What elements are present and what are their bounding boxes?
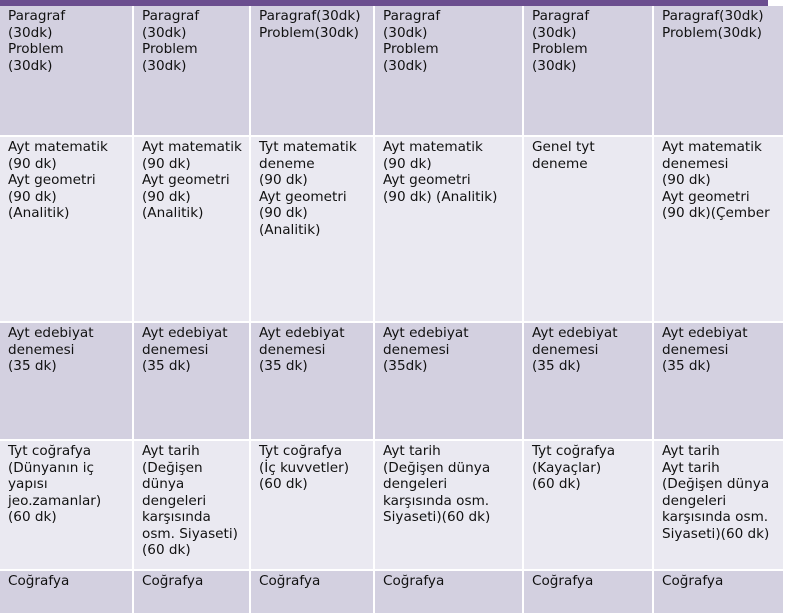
table-cell: Coğrafya (523, 570, 653, 614)
table-cell: Tyt matematik deneme (90 dk) Ayt geometri (90 dk) (Analitik) (250, 136, 374, 322)
table-cell: Ayt edebiyat denemesi (35 dk) (133, 322, 250, 440)
table-cell: Ayt matematik (90 dk) Ayt geometri (90 dk) (Analitik) (0, 136, 133, 322)
table-cell: Paragraf (30dk) Problem (30dk) (523, 6, 653, 136)
table-row (0, 570, 784, 614)
table-cell: Coğrafya (653, 570, 784, 614)
table-cell: Paragraf (30dk) Problem (30dk) (0, 6, 133, 136)
table-cell: Ayt tarih (Değişen dünya dengeleri karşısında osm. Siyaseti)(60 dk) (374, 440, 523, 570)
table-cell: Ayt edebiyat denemesi (35dk) (374, 322, 523, 440)
table-cell: Ayt tarih Ayt tarih (Değişen dünya dengeleri karşısında osm. Siyaseti)(60 dk) (653, 440, 784, 570)
table-cell: Ayt edebiyat denemesi (35 dk) (0, 322, 133, 440)
table-cell: Coğrafya (0, 570, 133, 614)
table-cell: Tyt coğrafya (İç kuvvetler) (60 dk) (250, 440, 374, 570)
table-cell: Coğrafya (133, 570, 250, 614)
table-cell: Coğrafya (250, 570, 374, 614)
table-row (0, 6, 784, 136)
table-cell: Genel tyt deneme (523, 136, 653, 322)
table-row (0, 322, 784, 440)
table-cell: Tyt coğrafya (Kayaçlar) (60 dk) (523, 440, 653, 570)
table-row (0, 136, 784, 322)
table-cell: Ayt edebiyat denemesi (35 dk) (523, 322, 653, 440)
table-cell: Ayt edebiyat denemesi (35 dk) (250, 322, 374, 440)
table-cell: Ayt matematik (90 dk) Ayt geometri (90 dk) (Analitik) (374, 136, 523, 322)
table-cell: Paragraf(30dk) Problem(30dk) (250, 6, 374, 136)
table-cell: Paragraf(30dk) Problem(30dk) (653, 6, 784, 136)
table-cell: Ayt tarih (Değişen dünya dengeleri karşısında osm. Siyaseti) (60 dk) (133, 440, 250, 570)
table-cell: Coğrafya (374, 570, 523, 614)
table-cell: Ayt edebiyat denemesi (35 dk) (653, 322, 784, 440)
table-cell: Paragraf (30dk) Problem (30dk) (374, 6, 523, 136)
table-cell: Tyt coğrafya (Dünyanın iç yapısı jeo.zamanlar) (60 dk) (0, 440, 133, 570)
table-row (0, 440, 784, 570)
table-cell: Ayt matematik denemesi (90 dk) Ayt geometri (90 dk)(Çember (653, 136, 784, 322)
study-schedule-table (0, 6, 785, 615)
table-cell: Paragraf (30dk) Problem (30dk) (133, 6, 250, 136)
table-cell: Ayt matematik (90 dk) Ayt geometri (90 dk) (Analitik) (133, 136, 250, 322)
